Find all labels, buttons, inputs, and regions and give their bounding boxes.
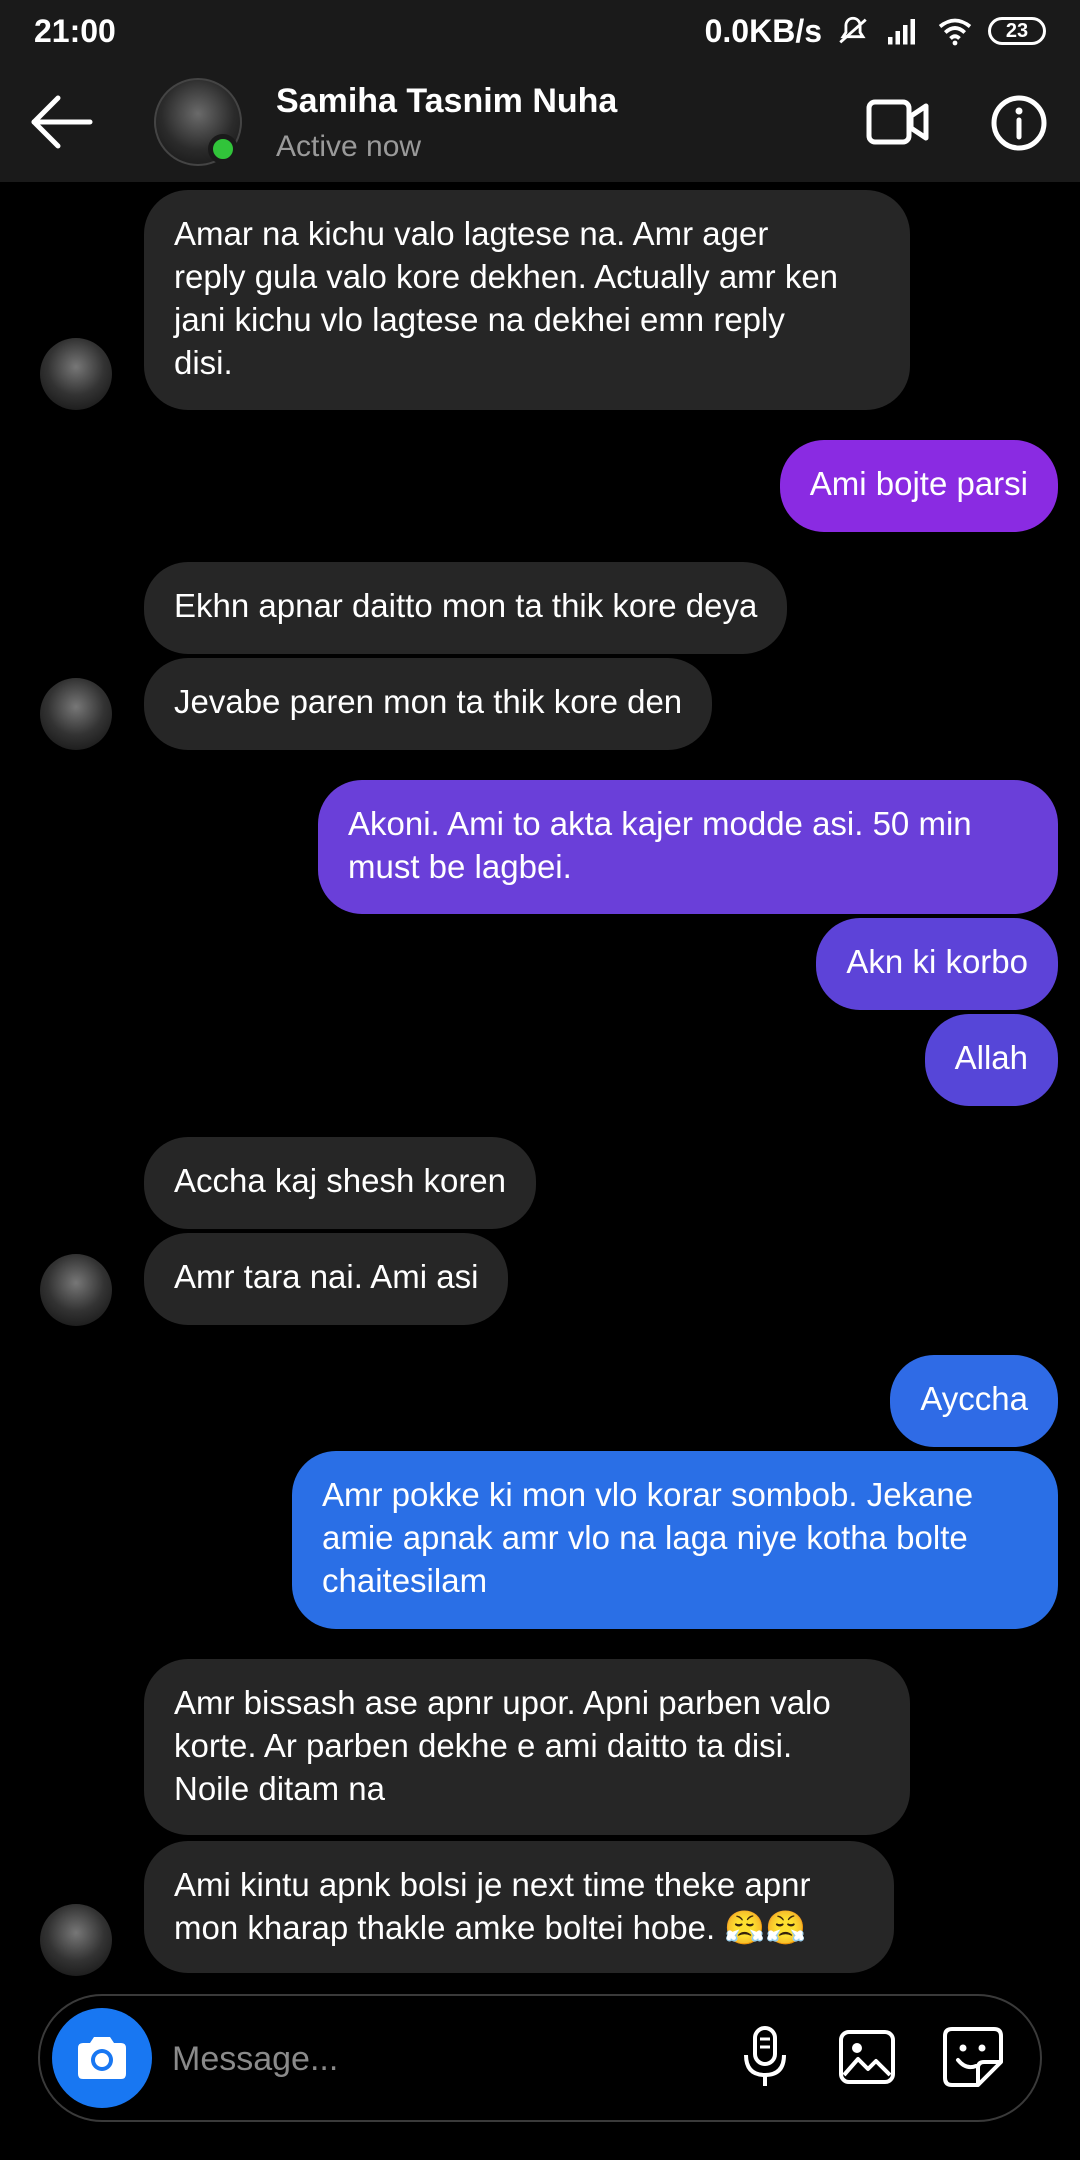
message-bubble-received[interactable]: Amr tara nai. Ami asi — [144, 1233, 508, 1325]
camera-icon — [74, 2034, 130, 2082]
network-speed: 0.0KB/s — [704, 12, 822, 49]
conversation-header — [0, 62, 1080, 182]
message-composer — [38, 1994, 1042, 2122]
gallery-icon — [838, 2029, 896, 2085]
message-bubble-received[interactable]: Amr bissash ase apnr upor. Apni parben valo korte. Ar parben dekhe e ami daitto ta disi. Noile ditam na — [144, 1659, 910, 1835]
contact-name[interactable]: Samiha Tasnim Nuha — [276, 82, 618, 120]
video-call-icon[interactable] — [866, 94, 930, 150]
message-bubble-received[interactable]: Ami kintu apnk bolsi je next time theke apnr mon kharap thakle amke boltei hobe. 😤😤 — [144, 1841, 894, 1973]
message-bubble-sent[interactable]: Akoni. Ami to akta kajer modde asi. 50 min must be lagbei. — [318, 780, 1058, 914]
message-bubble-sent[interactable]: Akn ki korbo — [816, 918, 1058, 1010]
back-arrow-icon[interactable] — [28, 92, 94, 152]
status-time: 21:00 — [34, 12, 116, 49]
online-indicator — [208, 134, 238, 164]
contact-status: Active now — [276, 130, 422, 163]
signal-icon — [884, 16, 922, 46]
sender-avatar[interactable] — [40, 678, 112, 750]
sender-avatar[interactable] — [40, 338, 112, 410]
microphone-button[interactable] — [730, 2022, 800, 2092]
battery-indicator: 23 — [988, 17, 1046, 45]
camera-button[interactable] — [52, 2008, 152, 2108]
message-bubble-sent[interactable]: Amr pokke ki mon vlo korar sombob. Jekane amie apnak amr vlo na laga niye kotha bolte chaitesilam — [292, 1451, 1058, 1629]
message-bubble-sent[interactable]: Allah — [925, 1014, 1058, 1106]
mute-icon — [836, 14, 870, 48]
message-bubble-received[interactable]: Jevabe paren mon ta thik kore den — [144, 658, 712, 750]
message-bubble-received[interactable]: Accha kaj shesh koren — [144, 1137, 536, 1229]
message-bubble-sent[interactable]: Ayccha — [890, 1355, 1058, 1447]
status-indicators — [705, 13, 1046, 50]
sender-avatar[interactable] — [40, 1254, 112, 1326]
message-bubble-sent[interactable]: Ami bojte parsi — [780, 440, 1058, 532]
sender-avatar[interactable] — [40, 1904, 112, 1976]
microphone-icon — [740, 2025, 790, 2089]
sticker-icon — [942, 2026, 1004, 2088]
message-input[interactable] — [170, 2026, 734, 2092]
gallery-button[interactable] — [832, 2022, 902, 2092]
message-bubble-received[interactable]: Ekhn apnar daitto mon ta thik kore deya — [144, 562, 787, 654]
status-bar — [0, 0, 1080, 62]
message-bubble-received[interactable]: Amar na kichu valo lagtese na. Amr ager reply gula valo kore dekhen. Actually amr ken jani kichu vlo lagtese na dekhei emn reply disi. — [144, 190, 910, 410]
wifi-icon — [936, 16, 974, 46]
sticker-button[interactable] — [938, 2022, 1008, 2092]
info-icon[interactable] — [990, 94, 1048, 152]
